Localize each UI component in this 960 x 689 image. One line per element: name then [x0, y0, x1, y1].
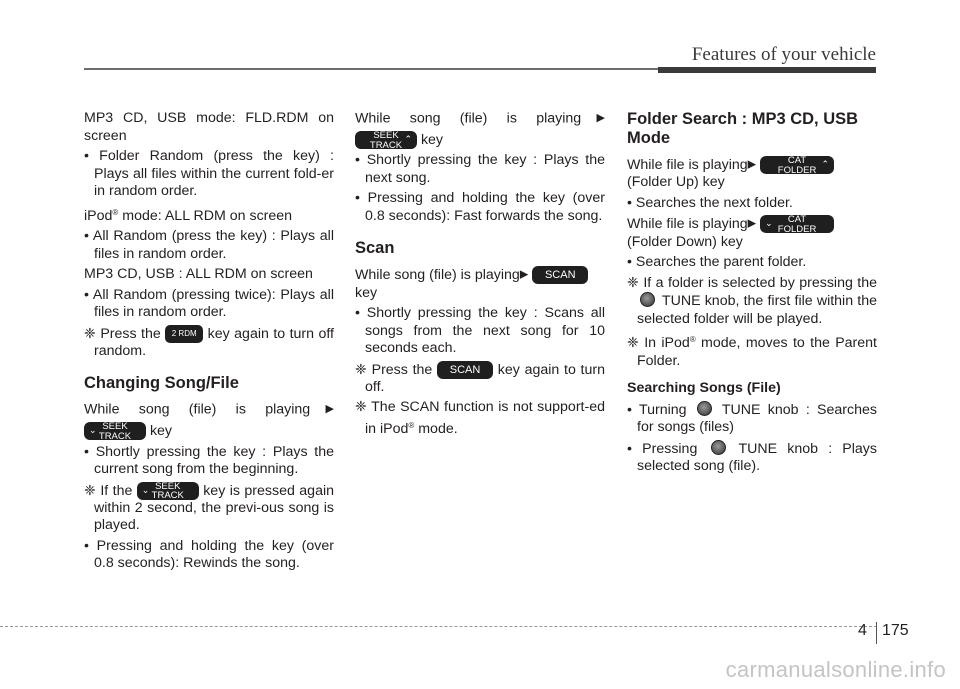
tune-knob-icon [640, 292, 655, 307]
bullet-next-song: • Shortly pressing the key : Plays the next song. [355, 152, 605, 186]
usb-mode-line: MP3 CD, USB : ALL RDM on screen [84, 266, 313, 282]
bullet-parent-folder: • Searches the parent folder. [627, 254, 807, 270]
bullet-all-random-usb: • All Random (pressing twice): Plays all files in random order. [84, 286, 334, 320]
tune-knob-icon [711, 440, 726, 455]
folder-up-intro: While file is playing▶ ⌃ CAT FOLDER (Folder Up) key [627, 156, 877, 192]
heading-scan: Scan [355, 239, 395, 258]
column-1 [84, 110, 334, 576]
note-folder-selected: ❈ If a folder is selected by pressing the TUNE knob, the first file within the selected folder will be played. [627, 274, 877, 327]
header-rule-accent [658, 67, 876, 73]
seek-track-up-key-icon: ⌃ SEEK TRACK [355, 131, 417, 149]
note-ipod-parent-folder: ❈ In iPod® mode, moves to the Parent Folder. [627, 335, 877, 369]
seek-up-key-line: ⌃ SEEK TRACK key [355, 131, 605, 149]
scan-intro: While song (file) is playing▶ SCAN key [355, 266, 605, 302]
seek-down-intro: While song (file) is playing▶ [84, 401, 334, 418]
cat-folder-up-key-icon: ⌃ CAT FOLDER [760, 156, 834, 174]
seek-track-down-key-icon: ⌄ SEEK TRACK [84, 422, 146, 440]
footer-rule [0, 626, 877, 627]
chapter-number: 4 [858, 622, 867, 639]
rdm-key-icon: 2 RDM [165, 325, 203, 343]
bullet-shortly-pressing-current: • Shortly pressing the key : Plays the current song from the beginning. [84, 443, 334, 477]
note-scan-ipod: ❈ The SCAN function is not support-ed in iPod® mode. [355, 399, 605, 437]
tune-knob-icon [697, 401, 712, 416]
play-triangle-icon: ▶ [519, 268, 529, 281]
play-triangle-icon: ▶ [747, 217, 757, 230]
note-previous-song: ❈ If the ⌄ SEEK TRACK key is pressed again within 2 second, the previ-ous song is played. [84, 480, 334, 534]
play-triangle-icon: ▶ [581, 112, 605, 124]
folder-down-intro: While file is playing▶ ⌄ CAT FOLDER (Folder Down) key [627, 215, 877, 251]
scan-key-icon: SCAN [437, 361, 493, 379]
bullet-all-random-ipod: • All Random (press the key) : Plays all files in random order. [84, 228, 334, 262]
watermark: carmanualsonline.info [725, 657, 946, 682]
column-2 [355, 110, 605, 441]
seek-up-intro: While song (file) is playing▶ [355, 110, 605, 127]
note-random-off: ❈ Press the 2 RDM key again to turn off random. [84, 325, 334, 359]
play-triangle-icon: ▶ [310, 403, 334, 416]
header-title: Features of your vehicle [691, 44, 876, 65]
heading-changing-song: Changing Song/File [84, 374, 239, 393]
bullet-turning-knob: • Turning TUNE knob : Searches for songs (files) [627, 401, 877, 435]
bullet-fast-forward: • Pressing and holding the key (over 0.8 seconds): Fast forwards the song. [355, 190, 605, 224]
bullet-pressing-knob: • Pressing TUNE knob : Plays selected song (file). [627, 440, 877, 474]
page-number: 175 [882, 622, 909, 639]
bullet-folder-random: • Folder Random (press the key) : Plays all files within the current fold-er in random order. [84, 148, 334, 199]
bullet-scan-all: • Shortly pressing the key : Scans all songs from the next song for 10 seconds each. [355, 305, 605, 356]
seek-down-key-line: ⌄ SEEK TRACK key [84, 422, 334, 440]
cat-folder-down-key-icon: ⌄ CAT FOLDER [760, 215, 834, 233]
heading-searching-songs: Searching Songs (File) [627, 380, 781, 396]
play-triangle-icon: ▶ [747, 158, 757, 171]
heading-folder-search: Folder Search : MP3 CD, USB Mode [627, 110, 859, 147]
scan-key-icon: SCAN [532, 266, 588, 284]
bullet-next-folder: • Searches the next folder. [627, 194, 793, 211]
note-scan-off: ❈ Press the SCAN key again to turn off. [355, 361, 606, 395]
mode-line: MP3 CD, USB mode: FLD.RDM on screen [84, 110, 334, 144]
column-3 [627, 110, 877, 479]
footer-separator [876, 622, 877, 644]
seek-track-down-key-icon: ⌄ SEEK TRACK [137, 482, 199, 500]
ipod-mode-line: iPod® mode: ALL RDM on screen [84, 207, 293, 224]
bullet-rewind: • Pressing and holding the key (over 0.8 seconds): Rewinds the song. [84, 537, 334, 572]
